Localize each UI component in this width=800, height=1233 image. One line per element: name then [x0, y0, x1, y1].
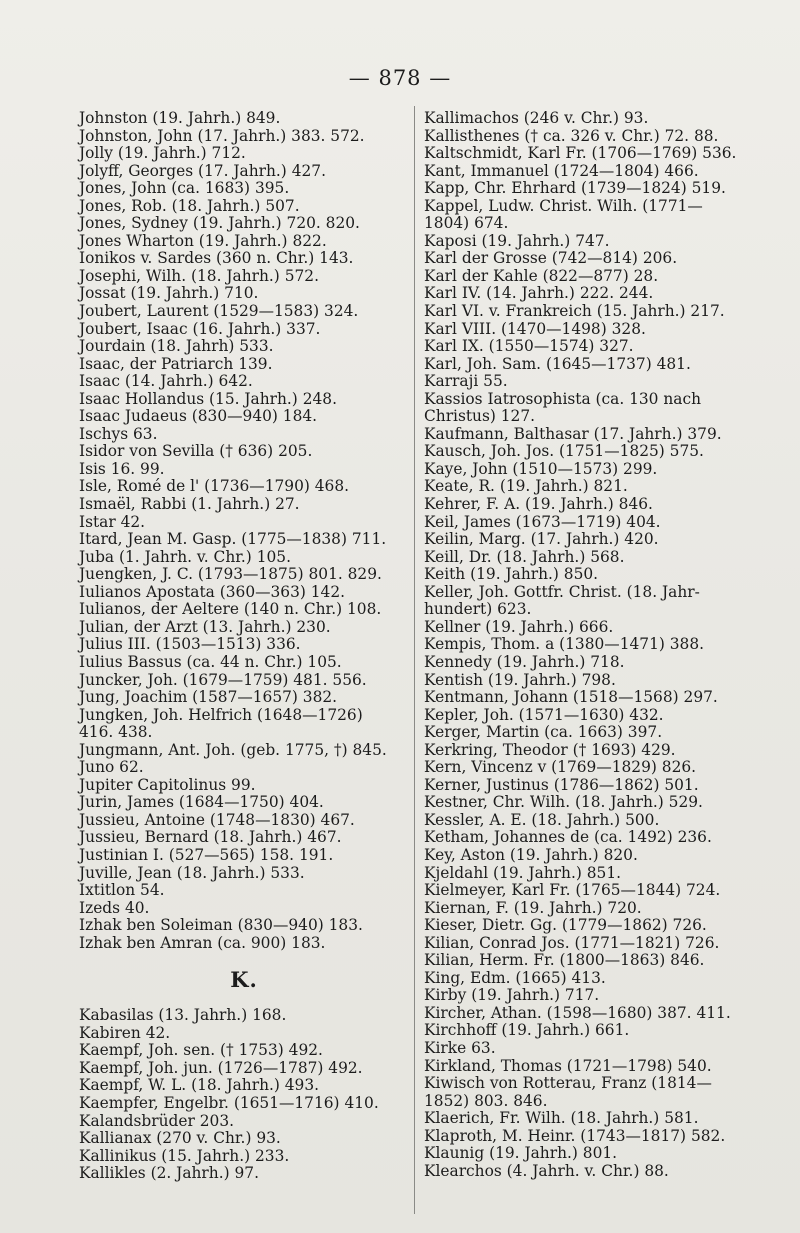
index-entry: Julius III. (1503—1513) 336.	[79, 635, 301, 654]
index-entry: Jones, Sydney (19. Jahrh.) 720. 820.	[79, 214, 360, 233]
index-entry: Johnston (19. Jahrh.) 849.	[79, 109, 281, 127]
index-entry	[424, 1075, 796, 1110]
index-entry: Juengken, J. C. (1793—1875) 801. 829.	[79, 565, 382, 584]
index-entry: Kircher, Athan. (1598—1680) 387. 411.	[424, 1003, 731, 1022]
entry-continuation: 416. 438.	[79, 723, 153, 742]
index-entry: Keilin, Marg. (17. Jahrh.) 420.	[424, 530, 659, 549]
column-divider	[414, 106, 415, 1214]
entry-continuation: hundert) 623.	[424, 600, 532, 619]
entry-line: Kassios Iatrosophista (ca. 130 nach	[424, 389, 701, 408]
index-entry: Ixtitlon 54.	[79, 881, 165, 900]
index-entry: Kabiren 42.	[79, 1023, 171, 1042]
entry-continuation: 1852) 803. 846.	[424, 1091, 548, 1110]
index-entry: Kaufmann, Balthasar (17. Jahrh.) 379.	[424, 424, 722, 443]
index-entry: Jolyff, Georges (17. Jahrh.) 427.	[79, 161, 326, 180]
index-entry: Isidor von Sevilla († 636) 205.	[79, 442, 313, 461]
index-entry: Karraji 55.	[424, 372, 508, 391]
index-entry: Kirchhoff (19. Jahrh.) 661.	[424, 1021, 630, 1040]
index-entry: Kaye, John (1510—1573) 299.	[424, 459, 658, 478]
index-entry: Jolly (19. Jahrh.) 712.	[79, 144, 246, 163]
index-entry: Karl der Grosse (742—814) 206.	[424, 249, 678, 268]
entry-line: Kiwisch von Rotterau, Franz (1814—	[424, 1074, 712, 1093]
index-entry: Juno 62.	[79, 758, 144, 777]
index-entry: Karl VIII. (1470—1498) 328.	[424, 319, 646, 338]
index-entry: Izhak ben Soleiman (830—940) 183.	[79, 916, 363, 935]
index-entry: Isaac Judaeus (830—940) 184.	[79, 407, 318, 426]
section-heading-k: K.	[230, 967, 258, 993]
index-entry: Kallianax (270 v. Chr.) 93.	[79, 1129, 281, 1148]
index-entry: Kant, Immanuel (1724—1804) 466.	[424, 161, 699, 180]
index-entry: Justinian I. (527—565) 158. 191.	[79, 845, 334, 864]
index-entry	[424, 198, 796, 233]
index-column-left	[79, 110, 409, 1183]
index-entry: Jones Wharton (19. Jahrh.) 822.	[79, 231, 327, 250]
entries-j-i	[79, 110, 409, 952]
index-entry: Jussieu, Antoine (1748—1830) 467.	[79, 810, 355, 829]
entry-line: Jungken, Joh. Helfrich (1648—1726)	[79, 705, 363, 724]
index-entry: Joubert, Isaac (16. Jahrh.) 337.	[79, 319, 321, 338]
index-entry: Juba (1. Jahrh. v. Chr.) 105.	[79, 547, 291, 566]
index-entry: Josephi, Wilh. (18. Jahrh.) 572.	[79, 266, 319, 285]
index-entry: Kjeldahl (19. Jahrh.) 851.	[424, 863, 622, 882]
index-entry: Isaac Hollandus (15. Jahrh.) 248.	[79, 389, 337, 408]
page-number: — 878 —	[348, 66, 452, 90]
index-entry: Kilian, Conrad Jos. (1771—1821) 726.	[424, 933, 720, 952]
index-entry: Kapp, Chr. Ehrhard (1739—1824) 519.	[424, 179, 726, 198]
index-entry: King, Edm. (1665) 413.	[424, 968, 606, 987]
index-entry: Kaposi (19. Jahrh.) 747.	[424, 231, 610, 250]
index-entry: Kaltschmidt, Karl Fr. (1706—1769) 536.	[424, 144, 737, 163]
index-entry: Klearchos (4. Jahrh. v. Chr.) 88.	[424, 1161, 669, 1180]
index-entry: Kallikles (2. Jahrh.) 97.	[79, 1164, 259, 1183]
index-entry: Johnston, John (17. Jahrh.) 383. 572.	[79, 126, 365, 145]
index-entry: Jungmann, Ant. Joh. (geb. 1775, †) 845.	[79, 740, 387, 759]
index-entry: Itard, Jean M. Gasp. (1775—1838) 711.	[79, 530, 387, 549]
index-entry: Kallinikus (15. Jahrh.) 233.	[79, 1146, 290, 1165]
entries-k-right	[424, 110, 796, 1180]
index-entry: Keate, R. (19. Jahrh.) 821.	[424, 477, 628, 496]
index-entry: Isle, Romé de l' (1736—1790) 468.	[79, 477, 350, 496]
index-entry: Jung, Joachim (1587—1657) 382.	[79, 688, 338, 707]
index-entry: Isaac, der Patriarch 139.	[79, 354, 273, 373]
index-entry: Kehrer, F. A. (19. Jahrh.) 846.	[424, 495, 653, 514]
index-entry: Isis 16. 99.	[79, 459, 165, 478]
index-entry: Kerkring, Theodor († 1693) 429.	[424, 740, 676, 759]
index-entry: Kielmeyer, Karl Fr. (1765—1844) 724.	[424, 881, 721, 900]
index-entry: Keith (19. Jahrh.) 850.	[424, 565, 599, 584]
index-entry: Kern, Vincenz v (1769—1829) 826.	[424, 758, 697, 777]
index-entry: Kirkland, Thomas (1721—1798) 540.	[424, 1056, 712, 1075]
index-entry: Kerner, Justinus (1786—1862) 501.	[424, 775, 699, 794]
index-entry: Kentish (19. Jahrh.) 798.	[424, 670, 616, 689]
index-entry: Jourdain (18. Jahrh) 533.	[79, 337, 274, 356]
index-entry: Kausch, Joh. Jos. (1751—1825) 575.	[424, 442, 704, 461]
index-entry: Kaempf, Joh. sen. († 1753) 492.	[79, 1041, 323, 1060]
index-entry: Kentmann, Johann (1518—1568) 297.	[424, 688, 718, 707]
index-entry: Keill, Dr. (18. Jahrh.) 568.	[424, 547, 625, 566]
index-entry: Ischys 63.	[79, 424, 158, 443]
index-entry: Kerger, Martin (ca. 1663) 397.	[424, 723, 663, 742]
index-entry: Kallimachos (246 v. Chr.) 93.	[424, 109, 649, 127]
index-entry	[424, 391, 796, 426]
index-entry: Karl, Joh. Sam. (1645—1737) 481.	[424, 354, 691, 373]
index-entry: Karl VI. v. Frankreich (15. Jahrh.) 217.	[424, 302, 725, 321]
index-entry: Karl der Kahle (822—877) 28.	[424, 266, 659, 285]
index-entry: Jupiter Capitolinus 99.	[79, 775, 256, 794]
index-entry: Kallisthenes († ca. 326 v. Chr.) 72. 88.	[424, 126, 719, 145]
index-entry: Kilian, Herm. Fr. (1800—1863) 846.	[424, 951, 705, 970]
index-entry: Kirby (19. Jahrh.) 717.	[424, 986, 600, 1005]
index-entry: Kieser, Dietr. Gg. (1779—1862) 726.	[424, 916, 707, 935]
index-entry: Isaac (14. Jahrh.) 642.	[79, 372, 253, 391]
index-entry: Jones, Rob. (18. Jahrh.) 507.	[79, 196, 300, 215]
index-entry: Kaempf, W. L. (18. Jahrh.) 493.	[79, 1076, 320, 1095]
index-entry: Juncker, Joh. (1679—1759) 481. 556.	[79, 670, 367, 689]
index-entry: Kalandsbrüder 203.	[79, 1111, 235, 1130]
index-entry: Joubert, Laurent (1529—1583) 324.	[79, 302, 359, 321]
index-entry: Kirke 63.	[424, 1038, 496, 1057]
index-entry: Kessler, A. E. (18. Jahrh.) 500.	[424, 810, 660, 829]
index-entry: Ismaël, Rabbi (1. Jahrh.) 27.	[79, 495, 300, 514]
index-entry: Keil, James (1673—1719) 404.	[424, 512, 661, 531]
index-entry	[79, 707, 409, 742]
index-entry: Karl IX. (1550—1574) 327.	[424, 337, 634, 356]
index-entry: Kiernan, F. (19. Jahrh.) 720.	[424, 898, 642, 917]
index-entry: Juville, Jean (18. Jahrh.) 533.	[79, 863, 305, 882]
index-entry: Iulianos Apostata (360—363) 142.	[79, 582, 346, 601]
index-entry: Klaproth, M. Heinr. (1743—1817) 582.	[424, 1126, 726, 1145]
entries-k-left	[79, 1007, 409, 1182]
index-entry: Klaunig (19. Jahrh.) 801.	[424, 1144, 618, 1163]
index-column-right	[424, 110, 796, 1180]
index-entry: Jones, John (ca. 1683) 395.	[79, 179, 290, 198]
index-entry: Ionikos v. Sardes (360 n. Chr.) 143.	[79, 249, 354, 268]
index-entry: Karl IV. (14. Jahrh.) 222. 244.	[424, 284, 654, 303]
index-entry: Izhak ben Amran (ca. 900) 183.	[79, 933, 326, 952]
entry-continuation: Christus) 127.	[424, 407, 536, 426]
index-entry: Jossat (19. Jahrh.) 710.	[79, 284, 259, 303]
entry-continuation: 1804) 674.	[424, 214, 509, 233]
index-entry: Klaerich, Fr. Wilh. (18. Jahrh.) 581.	[424, 1109, 699, 1128]
index-entry: Kestner, Chr. Wilh. (18. Jahrh.) 529.	[424, 793, 703, 812]
index-entry: Kabasilas (13. Jahrh.) 168.	[79, 1006, 287, 1025]
index-entry: Jurin, James (1684—1750) 404.	[79, 793, 324, 812]
index-entry: Jussieu, Bernard (18. Jahrh.) 467.	[79, 828, 342, 847]
entry-line: Keller, Joh. Gottfr. Christ. (18. Jahr-	[424, 582, 700, 601]
index-entry: Istar 42.	[79, 512, 146, 531]
index-entry: Kepler, Joh. (1571—1630) 432.	[424, 705, 664, 724]
index-entry: Kaempfer, Engelbr. (1651—1716) 410.	[79, 1093, 379, 1112]
index-entry: Kaempf, Joh. jun. (1726—1787) 492.	[79, 1058, 363, 1077]
index-entry: Iulius Bassus (ca. 44 n. Chr.) 105.	[79, 652, 342, 671]
entry-line: Kappel, Ludw. Christ. Wilh. (1771—	[424, 196, 703, 215]
index-entry: Key, Aston (19. Jahrh.) 820.	[424, 845, 638, 864]
index-entry: Iulianos, der Aeltere (140 n. Chr.) 108.	[79, 600, 382, 619]
index-entry: Kellner (19. Jahrh.) 666.	[424, 617, 614, 636]
index-entry: Julian, der Arzt (13. Jahrh.) 230.	[79, 617, 331, 636]
index-entry: Ketham, Johannes de (ca. 1492) 236.	[424, 828, 712, 847]
index-entry	[424, 584, 796, 619]
index-entry: Kennedy (19. Jahrh.) 718.	[424, 652, 625, 671]
index-entry: Izeds 40.	[79, 898, 150, 917]
index-entry: Kempis, Thom. a (1380—1471) 388.	[424, 635, 705, 654]
